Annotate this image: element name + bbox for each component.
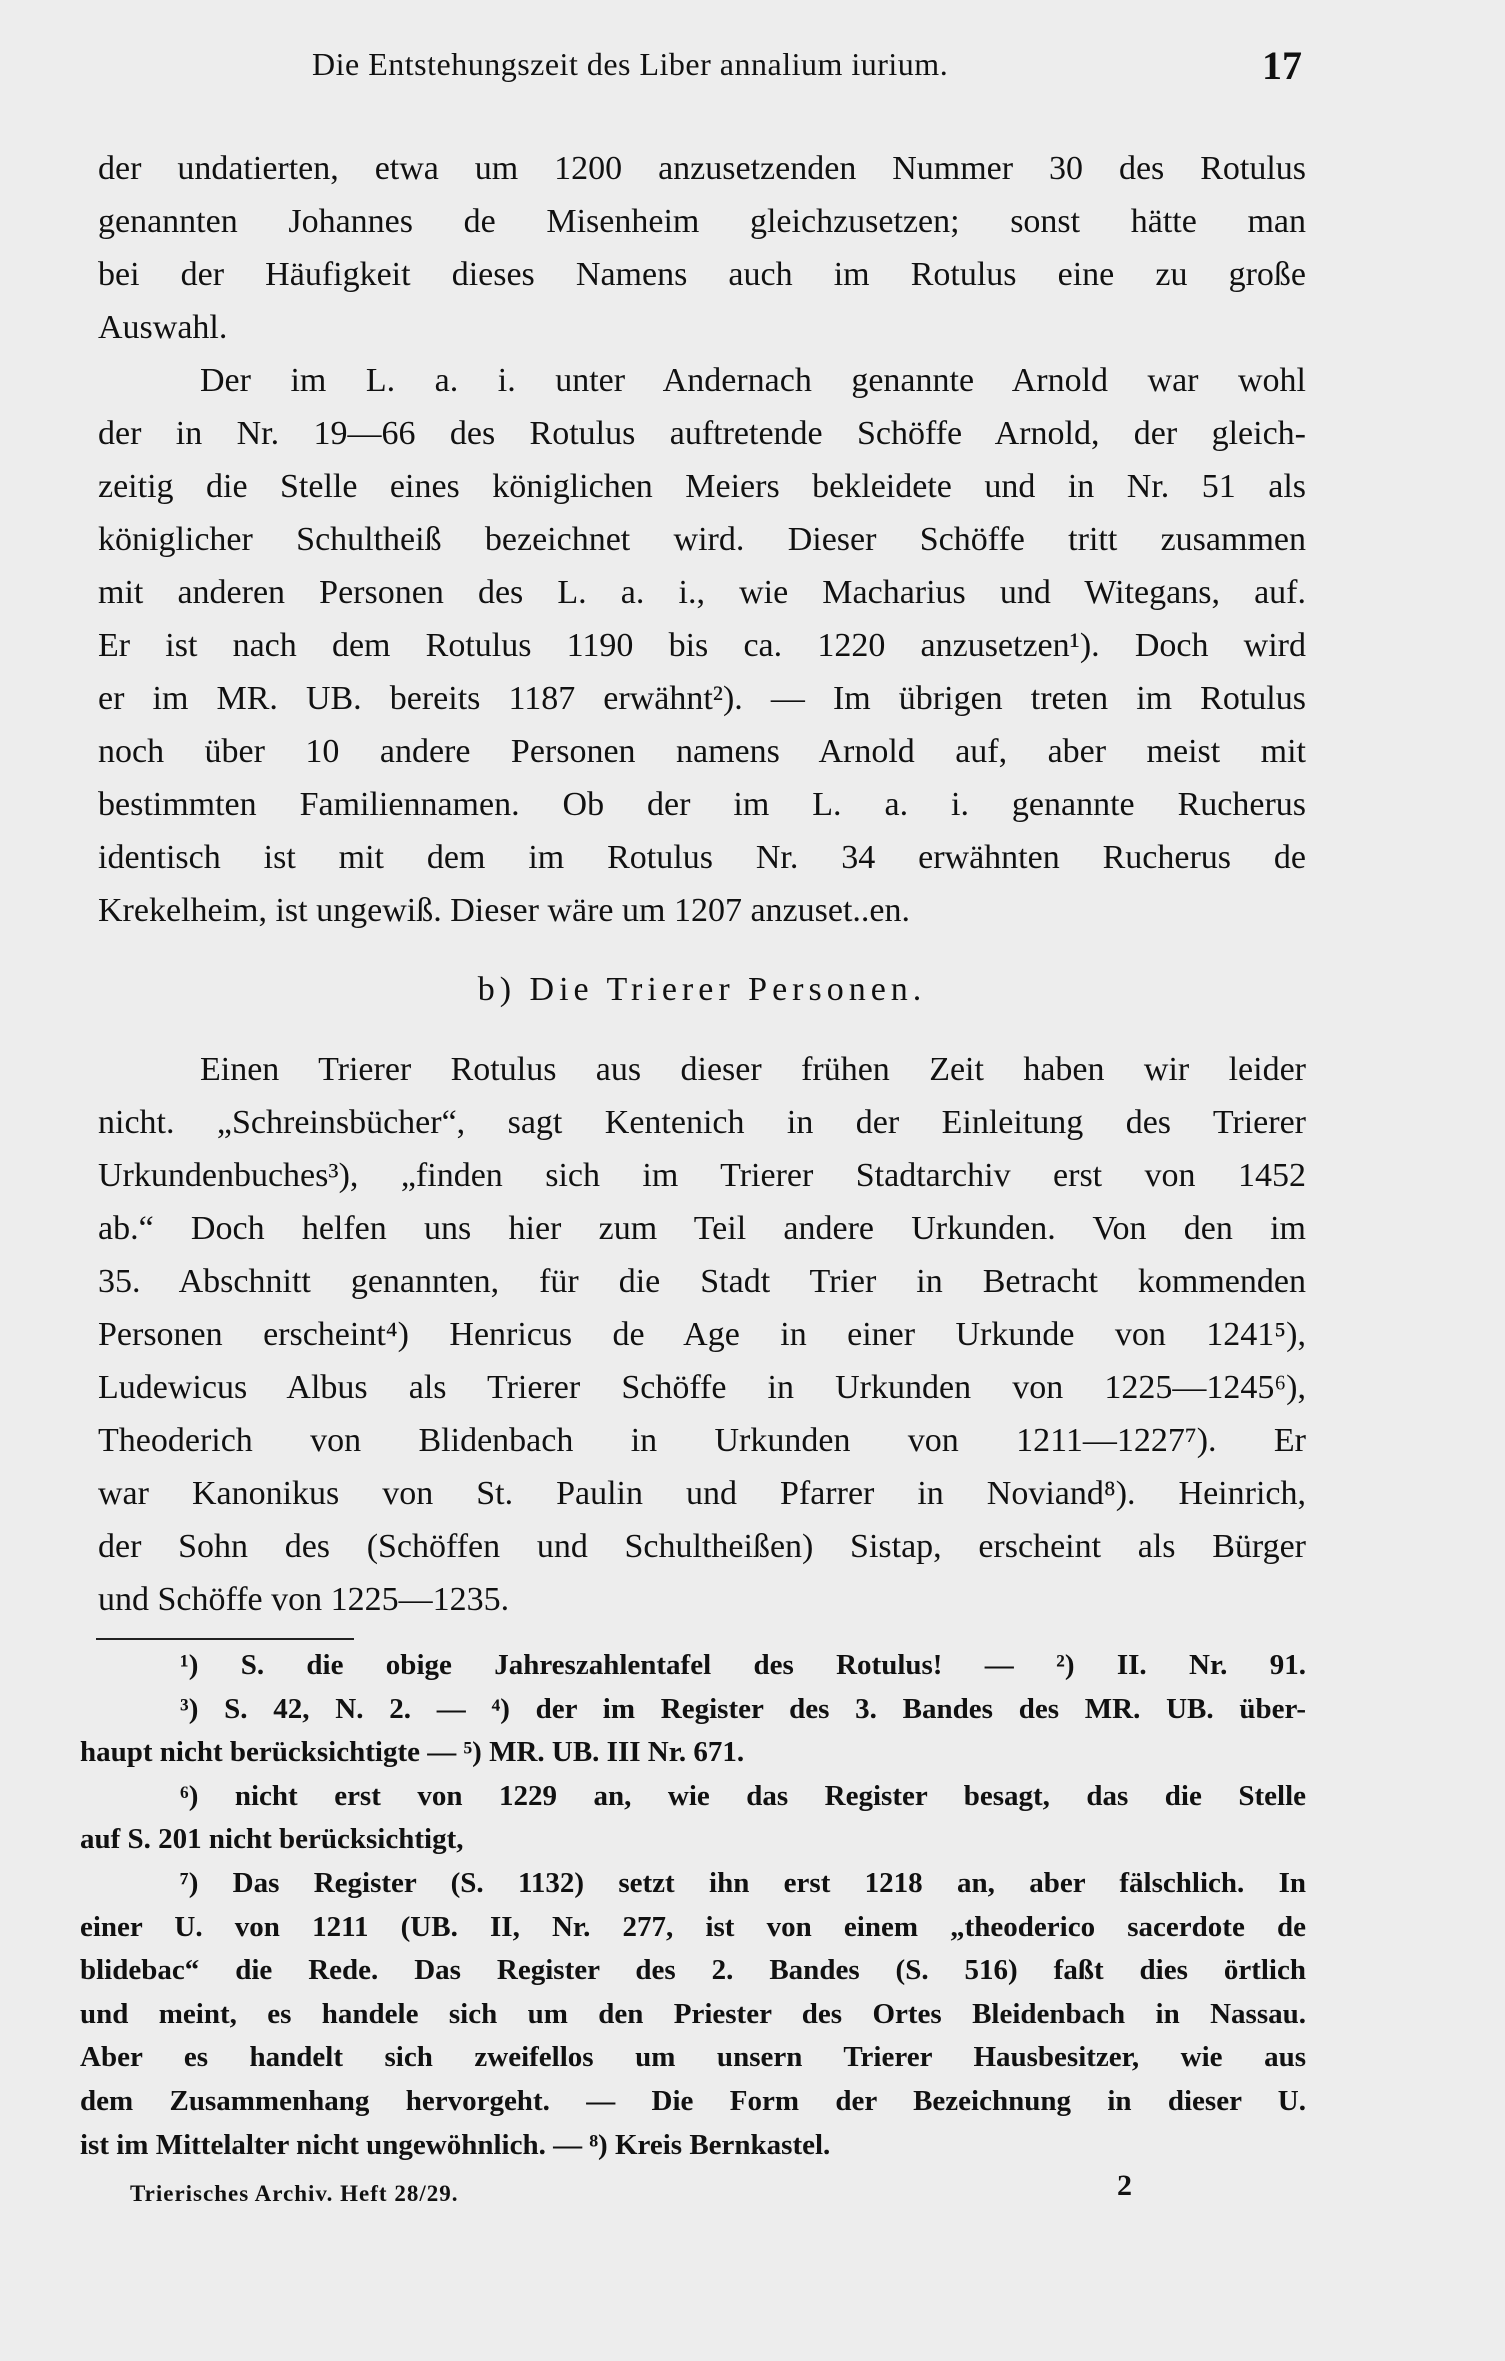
- footnote-line: haupt nicht berücksichtigte — ⁵) MR. UB. III Nr. 671.: [80, 1736, 745, 1769]
- footnote-line: ³) S. 42, N. 2. — ⁴) der im Register des 3. Bandes des MR. UB. über-: [180, 1692, 1306, 1725]
- text-line: königlicher Schultheiß bezeichnet wird. Dieser Schöffe tritt zusammen: [98, 521, 1306, 558]
- text-line: Er ist nach dem Rotulus 1190 bis ca. 1220 anzusetzen¹). Doch wird: [98, 627, 1306, 664]
- text-line: 35. Abschnitt genannten, für die Stadt Trier in Betracht kommenden: [98, 1263, 1306, 1300]
- text-line: Einen Trierer Rotulus aus dieser frühen Zeit haben wir leider: [200, 1051, 1306, 1088]
- text-line: ab.“ Doch helfen uns hier zum Teil andere Urkunden. Von den im: [98, 1210, 1306, 1247]
- text-line: identisch ist mit dem im Rotulus Nr. 34 erwähnten Rucherus de: [98, 839, 1306, 876]
- footnote-line: dem Zusammenhang hervorgeht. — Die Form der Bezeichnung in dieser U.: [80, 2084, 1306, 2117]
- text-line: er im MR. UB. bereits 1187 erwähnt²). — Im übrigen treten im Rotulus: [98, 680, 1306, 717]
- running-title: Die Entstehungszeit des Liber annalium iurium.: [312, 46, 949, 82]
- journal-reference: Trierisches Archiv. Heft 28/29.: [130, 2181, 459, 2206]
- text-line: der in Nr. 19—66 des Rotulus auftretende Schöffe Arnold, der gleich-: [98, 415, 1306, 452]
- paragraph-2: [98, 354, 1306, 937]
- footnote-line: ⁷) Das Register (S. 1132) setzt ihn erst 1218 an, aber fälschlich. In: [180, 1866, 1306, 1899]
- text-line: und Schöffe von 1225—1235.: [98, 1581, 510, 1618]
- text-line: Theoderich von Blidenbach in Urkunden von 1211—1227⁷). Er: [98, 1422, 1306, 1459]
- section-heading: b) Die Trierer Personen.: [477, 971, 927, 1008]
- footnote-line: einer U. von 1211 (UB. II, Nr. 277, ist von einem „theoderico sacerdote de: [80, 1910, 1306, 1943]
- footnote-line: ¹) S. die obige Jahreszahlentafel des Rotulus! — ²) II. Nr. 91.: [180, 1649, 1306, 1681]
- footnote-line: auf S. 201 nicht berücksichtigt,: [80, 1823, 464, 1856]
- text-line: Personen erscheint⁴) Henricus de Age in einer Urkunde von 1241⁵),: [98, 1316, 1306, 1353]
- footnote-line: blidebac“ die Rede. Das Register des 2. Bandes (S. 516) faßt dies örtlich: [80, 1954, 1306, 1987]
- text-line: Auswahl.: [98, 309, 228, 346]
- footnote-line: Aber es handelt sich zweifellos um unsern Trierer Hausbesitzer, wie aus: [80, 2041, 1306, 2074]
- footnote-line: ⁶) nicht erst von 1229 an, wie das Register besagt, das die Stelle: [180, 1779, 1306, 1812]
- text-line: Der im L. a. i. unter Andernach genannte Arnold war wohl: [200, 362, 1306, 399]
- text-line: der undatierten, etwa um 1200 anzusetzenden Nummer 30 des Rotulus: [98, 150, 1306, 187]
- body-text: [98, 142, 1306, 1626]
- text-line: zeitig die Stelle eines königlichen Meiers bekleidete und in Nr. 51 als: [98, 468, 1306, 505]
- page-number: 17: [1262, 43, 1302, 88]
- text-line: nicht. „Schreinsbücher“, sagt Kentenich in der Einleitung des Trierer: [98, 1104, 1306, 1141]
- footnote-line: ist im Mittelalter nicht ungewöhnlich. — ⁸) Kreis Bernkastel.: [80, 2128, 831, 2161]
- text-line: mit anderen Personen des L. a. i., wie Macharius und Witegans, auf.: [98, 574, 1306, 611]
- text-line: noch über 10 andere Personen namens Arnold auf, aber meist mit: [98, 733, 1306, 770]
- signature-mark: 2: [1117, 2169, 1132, 2202]
- page-header: [312, 43, 1302, 96]
- text-line: Ludewicus Albus als Trierer Schöffe in Urkunden von 1225—1245⁶),: [98, 1369, 1306, 1406]
- text-line: bestimmten Familiennamen. Ob der im L. a. i. genannte Rucherus: [98, 786, 1306, 823]
- text-line: Krekelheim, ist ungewiß. Dieser wäre um 1207 anzuset..en.: [98, 892, 910, 929]
- paragraph-3: [98, 1043, 1306, 1626]
- footnote-line: und meint, es handele sich um den Priester des Ortes Bleidenbach in Nassau.: [80, 1997, 1306, 2030]
- footnotes: [80, 1644, 1306, 2167]
- page-footer: [130, 2169, 1132, 2221]
- text-line: der Sohn des (Schöffen und Schultheißen) Sistap, erscheint als Bürger: [98, 1528, 1306, 1565]
- footnote-divider: [96, 1638, 354, 1640]
- text-line: bei der Häufigkeit dieses Namens auch im Rotulus eine zu große: [98, 256, 1306, 293]
- text-line: genannten Johannes de Misenheim gleichzusetzen; sonst hätte man: [98, 203, 1306, 240]
- text-line: war Kanonikus von St. Paulin und Pfarrer in Noviand⁸). Heinrich,: [98, 1475, 1306, 1512]
- paragraph-1: [98, 142, 1306, 354]
- text-line: Urkundenbuches³), „finden sich im Trierer Stadtarchiv erst von 1452: [98, 1157, 1306, 1194]
